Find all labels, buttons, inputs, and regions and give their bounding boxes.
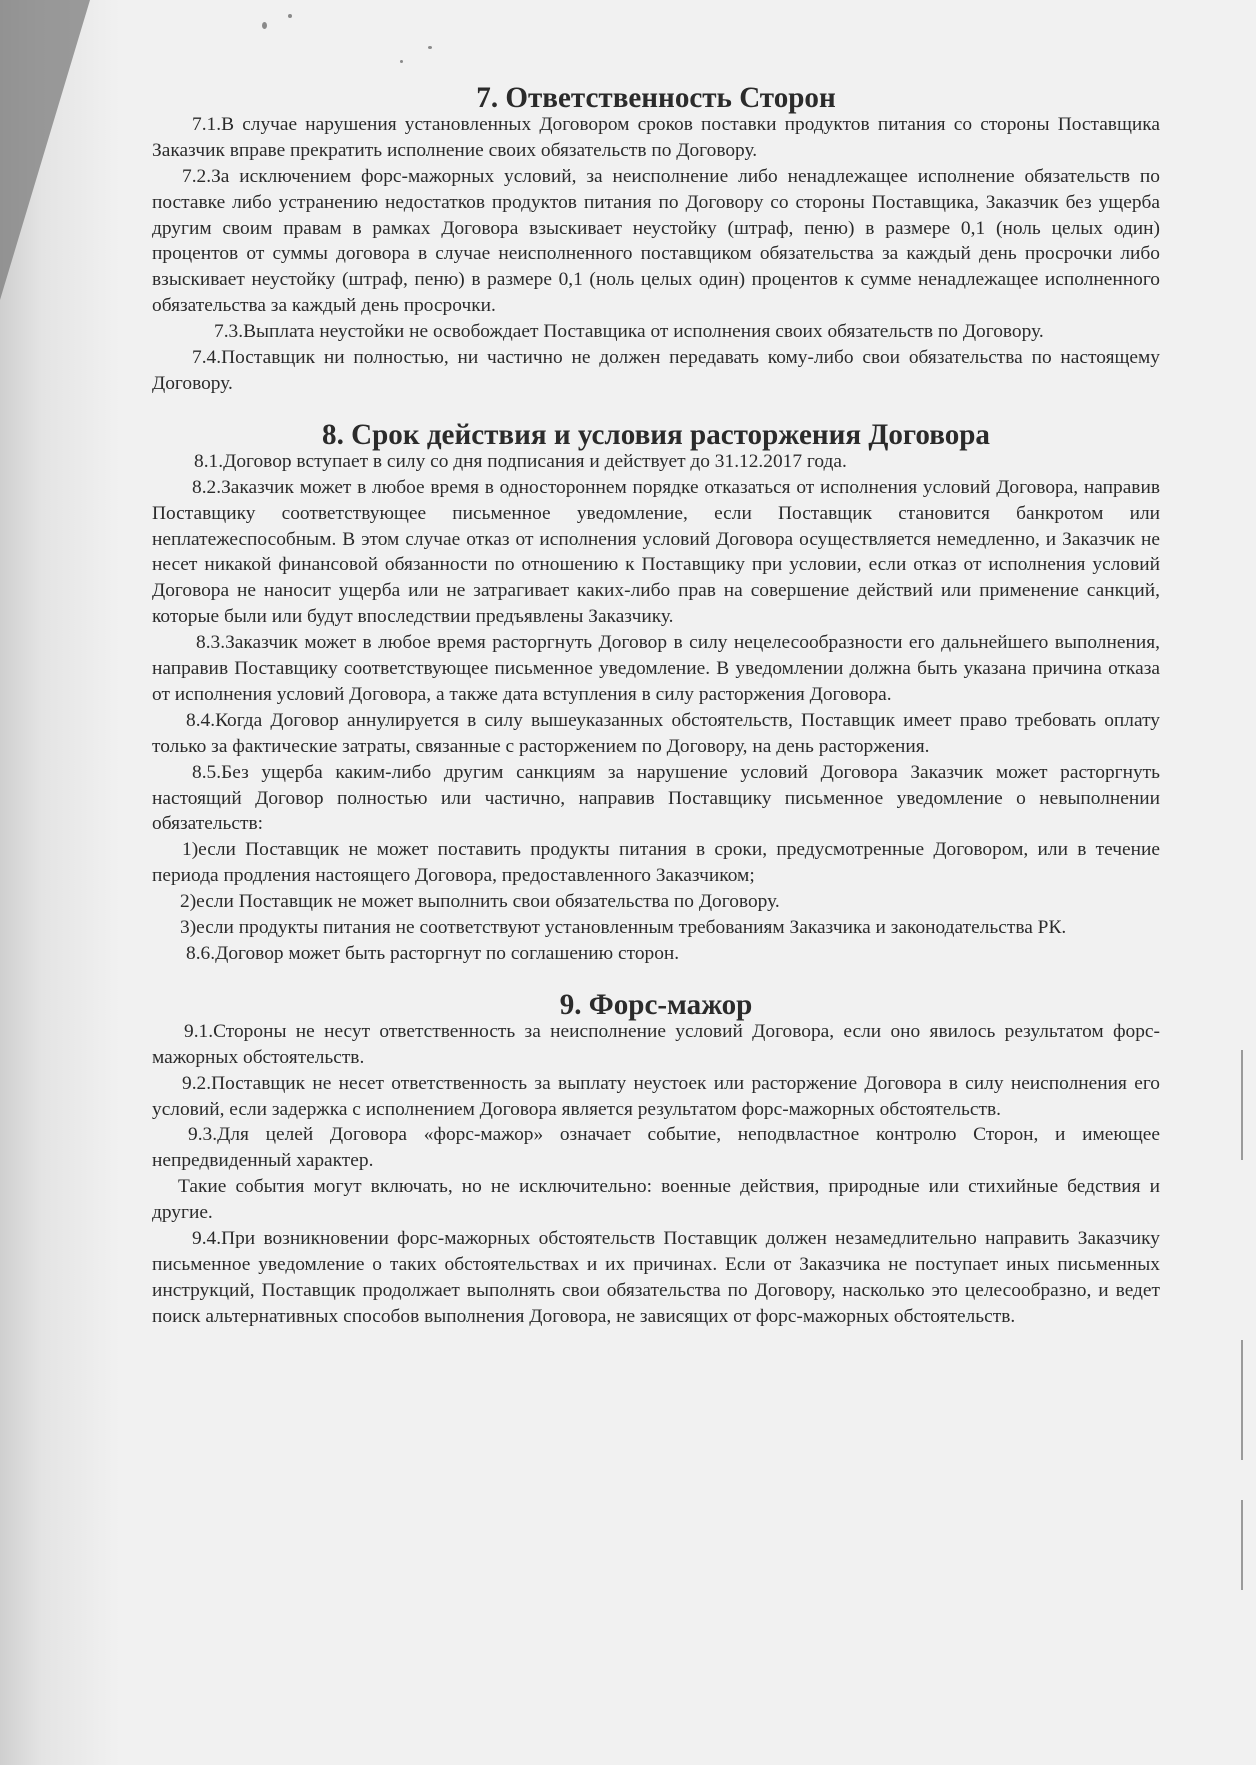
clause-7-3: 7.3.Выплата неустойки не освобождает Поставщика от исполнения своих обязательств по Договору. [214,321,1044,343]
clause-7-1: 7.1.В случае нарушения установленных Договором сроков поставки продуктов питания со стороны Поставщика Заказчик вправе прекратить исполнение своих обязательств по Договору. [152,113,1160,161]
clause-8-5-item-1: 1)если Поставщик не может поставить продукты питания в сроки, предусмотренные Договором, или в течение периода продления настоящего Договора, предоставленного Заказчиком; [152,839,1160,887]
document-page [152,82,1160,1330]
clause-8-1: 8.1.Договор вступает в силу со дня подписания и действует до 31.12.2017 года. [194,450,847,472]
scan-speck [288,14,292,18]
clause-9-1: 9.1.Стороны не несут ответственность за неисполнение условий Договора, если оно явилось результатом форс-мажорных обстоятельств. [152,1020,1160,1068]
scan-corner-fold [0,0,90,300]
section-title: 7. Ответственность Сторон [476,82,836,114]
clause-8-4: 8.4.Когда Договор аннулируется в силу вышеуказанных обстоятельств, Поставщик имеет право требовать оплату только за фактические затраты, связанные с расторжением по Договору, на день расторжения. [152,709,1160,757]
clause-7-4: 7.4.Поставщик ни полностью, ни частично не должен передавать кому-либо свои обязательства по настоящему Договору. [152,347,1160,394]
clause-9-3-note: Такие события могут включать, но не исключительно: военные действия, природные или стихийные бедствия и другие. [152,1176,1160,1224]
clause-7-2: 7.2.За исключением форс-мажорных условий, за неисполнение либо ненадлежащее исполнение обязательств по поставке либо устранению недостатков продуктов питания по Договору со стороны Поставщика, Заказчик без ущерба другим своим правам в рамках Договора взыскивает неустойку (штраф, пеню) в размере 0,1 (ноль целых один) процентов от суммы договора в случае неисполненного поставщиком обязательства за каждый день просрочки либо взыскивает неустойку (штраф, пеню) в размере 0,1 (ноль целых один) процентов к сумме ненадлежащее исполненного обязательства за каждый день просрочки. [152,165,1160,317]
clause-9-4: 9.4.При возникновении форс-мажорных обстоятельств Поставщик должен незамедлительно направить Заказчику письменное уведомление о таких обстоятельствах и их причинах. Если от Заказчика не поступает иных письменных инструкций, Поставщик продолжает выполнять свои обязательства по Договору, насколько это целесообразно, и ведет поиск альтернативных способов выполнения Договора, не зависящих от форс-мажорных обстоятельств. [152,1228,1160,1327]
scan-speck [428,46,432,49]
section-title: 8. Срок действия и условия расторжения Договора [322,418,990,451]
scan-speck [262,22,267,29]
clause-8-5: 8.5.Без ущерба каким-либо другим санкциям за нарушение условий Договора Заказчик может расторгнуть настоящий Договор полностью или частично, направив Поставщику письменное уведомление о невыполнении обязательств: [152,761,1160,835]
scan-edge-mark [1241,1340,1243,1460]
section-9 [152,988,1160,1330]
section-title: 9. Форс-мажор [559,988,753,1021]
clause-8-6: 8.6.Договор может быть расторгнут по соглашению сторон. [186,943,680,964]
clause-8-5-item-2: 2)если Поставщик не может выполнить свои обязательства по Договору. [180,891,780,913]
clause-8-3: 8.3.Заказчик может в любое время расторгнуть Договор в силу нецелесообразности его дальнейшего выполнения, направив Поставщику соответствующее письменное уведомление. В уведомлении должна быть указана причина отказа от исполнения условий Договора, а также дата вступления в силу расторжения Договора. [152,632,1160,705]
clause-8-5-item-3: 3)если продукты питания не соответствуют установленным требованиям Заказчика и законодательства РК. [180,917,1067,939]
section-8 [152,418,1160,967]
clause-9-2: 9.2.Поставщик не несет ответственность за выплату неустоек или расторжение Договора в силу неисполнения его условий, если задержка с исполнением Договора является результатом форс-мажорных обстоятельств. [152,1072,1160,1120]
scan-edge-mark [1241,1500,1243,1590]
clause-9-3: 9.3.Для целей Договора «форс-мажор» означает событие, неподвластное контролю Сторон, и имеющее непредвиденный характер. [152,1124,1160,1172]
clause-8-2: 8.2.Заказчик может в любое время в одностороннем порядке отказаться от исполнения условий Договора, направив Поставщику соответствующее письменное уведомление, если Поставщик становится банкротом или неплатежеспособным. В этом случае отказ от исполнения условий Договора осуществляется немедленно, и Заказчик не несет никакой финансовой обязанности по отношению к Поставщику при условии, если отказ от исполнения условий Договора не наносит ущерба или не затрагивает каких-либо прав на совершение действий или применение санкций, которые были или будут впоследствии предъявлены Заказчику. [152,476,1160,628]
section-7 [152,82,1160,397]
scan-edge-mark [1241,1050,1243,1160]
scan-speck [400,60,403,63]
